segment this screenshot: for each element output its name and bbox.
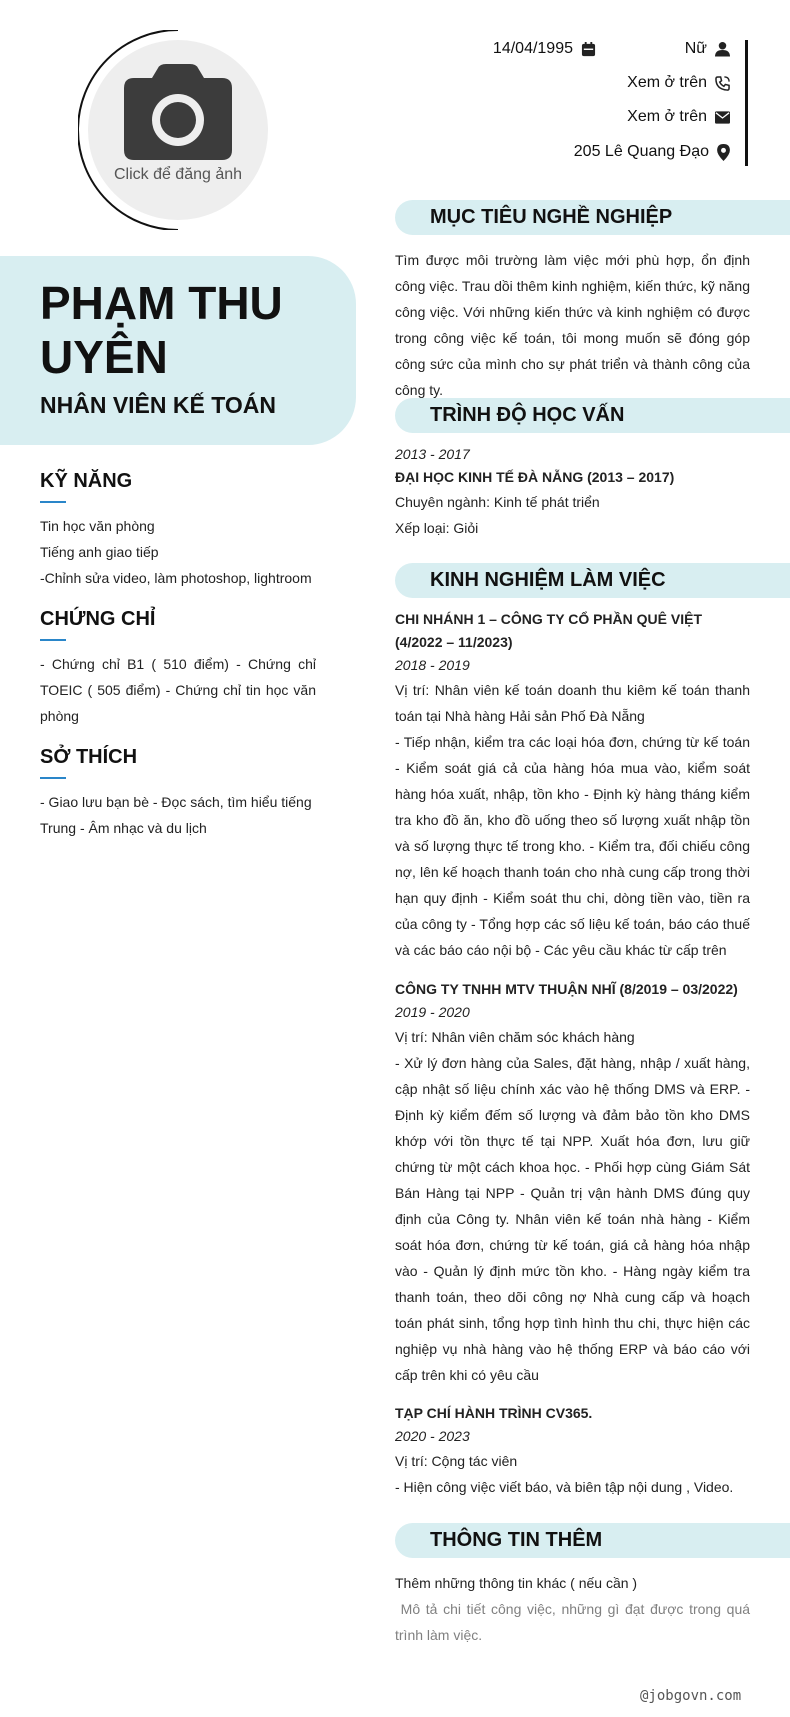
- education-major: Chuyên ngành: Kinh tế phát triển: [395, 494, 600, 510]
- additional-entry: [395, 1570, 754, 1648]
- experience-period: 2019 - 2020: [395, 1004, 470, 1020]
- experience-entry: [395, 1402, 750, 1500]
- certificates-heading: CHỨNG CHỈ: [40, 608, 156, 630]
- experience-period: 2018 - 2019: [395, 657, 470, 673]
- education-school: ĐẠI HỌC KINH TẾ ĐÀ NẴNG (2013 – 2017): [395, 469, 675, 485]
- avatar-upload-caption[interactable]: Click để đăng ảnh: [113, 166, 243, 183]
- email-value[interactable]: Xem ở trên: [627, 108, 707, 125]
- experience-description: Vị trí: Nhân viên chăm sóc khách hàng - Xử lý đơn hàng của Sales, đặt hàng, nhập / xuất hàng, cập nhật số liệu chính xác vào hệ thống DMS và ERP. - Định kỳ kiểm đếm số lượng và đảm bảo tồn kho DMS khớp với tồn thực tế tại NPP. Xuất hóa đơn, lưu giữ chứng từ một cách khoa học. - Phối hợp cùng Giám Sát Bán Hàng tại NPP - Quản trị vận hành DMS đúng quy định của Công ty. Nhân viên kế toán nhà hàng - Kiểm soát hóa đơn, chứng từ kế toán, giá cả hàng hóa nhập vào - Quản lý định mức tồn kho. - Hàng ngày kiểm tra thanh toán, theo dõi công nợ Nhà cung cấp và hoạch toán phát sinh, tổng hợp tình hình thu chi, thực hiện các nghiệp vụ nhà hàng vào hệ thống ERP và báo cáo với cấp trên khi có yêu cầu: [395, 1029, 750, 1383]
- skill-item: Tiếng anh giao tiếp: [40, 544, 159, 560]
- birthday-row: [493, 40, 596, 58]
- skills-underline: [40, 501, 66, 503]
- experience-company: CHI NHÁNH 1 – CÔNG TY CỔ PHẦN QUÊ VIỆT (4/2022 – 11/2023): [395, 611, 703, 650]
- skills-heading: KỸ NĂNG: [40, 470, 133, 492]
- location-pin-icon: [717, 144, 730, 161]
- envelope-icon: [715, 111, 730, 124]
- experience-description: Vị trí: Cộng tác viên - Hiện công việc viết báo, và biên tập nội dung , Video.: [395, 1453, 734, 1495]
- additional-heading: THÔNG TIN THÊM: [430, 1529, 603, 1551]
- certificates-underline: [40, 639, 66, 641]
- experience-heading: KINH NGHIỆM LÀM VIỆC: [430, 569, 666, 591]
- hobbies-section: [40, 746, 316, 841]
- phone-icon: [715, 76, 730, 91]
- job-title: NHÂN VIÊN KẾ TOÁN: [40, 392, 276, 418]
- objective-text: Tìm được môi trường làm việc mới phù hợp, ổn định công việc. Trau dồi thêm kinh nghiệm, kiến thức, kỹ năng công việc. Với những kiến thức và kinh nghiệm có được trong công việc kế toán, tôi mong muốn sẽ đóng góp công sức của mình cho sự phát triển và thành công của công ty.: [395, 252, 750, 398]
- experience-entry: [395, 608, 750, 963]
- hobbies-underline: [40, 777, 66, 779]
- full-name: PHẠM THU UYÊN: [40, 277, 283, 383]
- skills-section: [40, 470, 316, 591]
- additional-line: Thêm những thông tin khác ( nếu cần ): [395, 1575, 638, 1591]
- hobbies-heading: SỞ THÍCH: [40, 746, 138, 768]
- additional-description: Mô tả chi tiết công việc, những gì đạt được trong quá trình làm việc.: [395, 1601, 754, 1643]
- address-row: [574, 143, 730, 161]
- skill-item: -Chỉnh sửa video, làm photoshop, lightroom: [40, 570, 312, 586]
- email-row: [627, 108, 730, 126]
- education-grade: Xếp loại: Giỏi: [395, 520, 479, 536]
- calendar-icon: [581, 42, 596, 57]
- experience-description: Vị trí: Nhân viên kế toán doanh thu kiêm kế toán thanh toán tại Nhà hàng Hải sản Phố Đà Nẵng - Tiếp nhận, kiểm tra các loại hóa đơn, chứng từ kế toán - Kiểm soát giá cả của hàng hóa mua vào, kiểm soát hàng hóa xuất, nhập, tồn kho - Định kỳ hàng tháng kiểm tra kho đồ ăn, kho đồ uống theo số lượng xuất nhập tồn và số lượng thực tế trong kho. - Kiểm tra, đối chiếu công nợ, lên kế hoạch thanh toán cho nhà cung cấp trong thời hạn quy định - Kiểm soát thu chi, dòng tiền vào, tiền ra của công ty - Tổng hợp các số liệu kế toán, báo cáo thuế và các báo cáo nội bộ - Các yêu cầu khác từ cấp trên: [395, 682, 750, 958]
- address-value: 205 Lê Quang Đạo: [573, 143, 709, 160]
- gender-value: Nữ: [684, 40, 707, 57]
- contact-divider: [745, 40, 748, 166]
- hobbies-text: - Giao lưu bạn bè - Đọc sách, tìm hiểu tiếng Trung - Âm nhạc và du lịch: [40, 794, 312, 836]
- phone-row: [627, 74, 730, 92]
- skill-item: Tin học văn phòng: [40, 518, 155, 534]
- camera-icon[interactable]: [124, 64, 232, 160]
- education-period: 2013 - 2017: [395, 446, 470, 462]
- phone-value[interactable]: Xem ở trên: [627, 74, 707, 91]
- gender-row: [685, 40, 730, 58]
- experience-entry: [395, 978, 750, 1388]
- experience-company: TẠP CHÍ HÀNH TRÌNH CV365.: [395, 1405, 593, 1421]
- education-entry: [395, 443, 750, 541]
- birthday-value: 14/04/1995: [492, 40, 573, 57]
- experience-company: CÔNG TY TNHH MTV THUẬN NHĨ (8/2019 – 03/2022): [395, 981, 738, 997]
- experience-period: 2020 - 2023: [395, 1428, 470, 1444]
- objective-heading: MỤC TIÊU NGHỀ NGHIỆP: [430, 206, 673, 228]
- certificates-text: - Chứng chỉ B1 ( 510 điểm) - Chứng chỉ TOEIC ( 505 điểm) - Chứng chỉ tin học văn phòng: [40, 656, 316, 724]
- education-heading: TRÌNH ĐỘ HỌC VẤN: [430, 404, 625, 426]
- user-icon: [715, 41, 730, 57]
- certificates-section: [40, 608, 316, 729]
- watermark: @jobgovn.com: [640, 1688, 742, 1704]
